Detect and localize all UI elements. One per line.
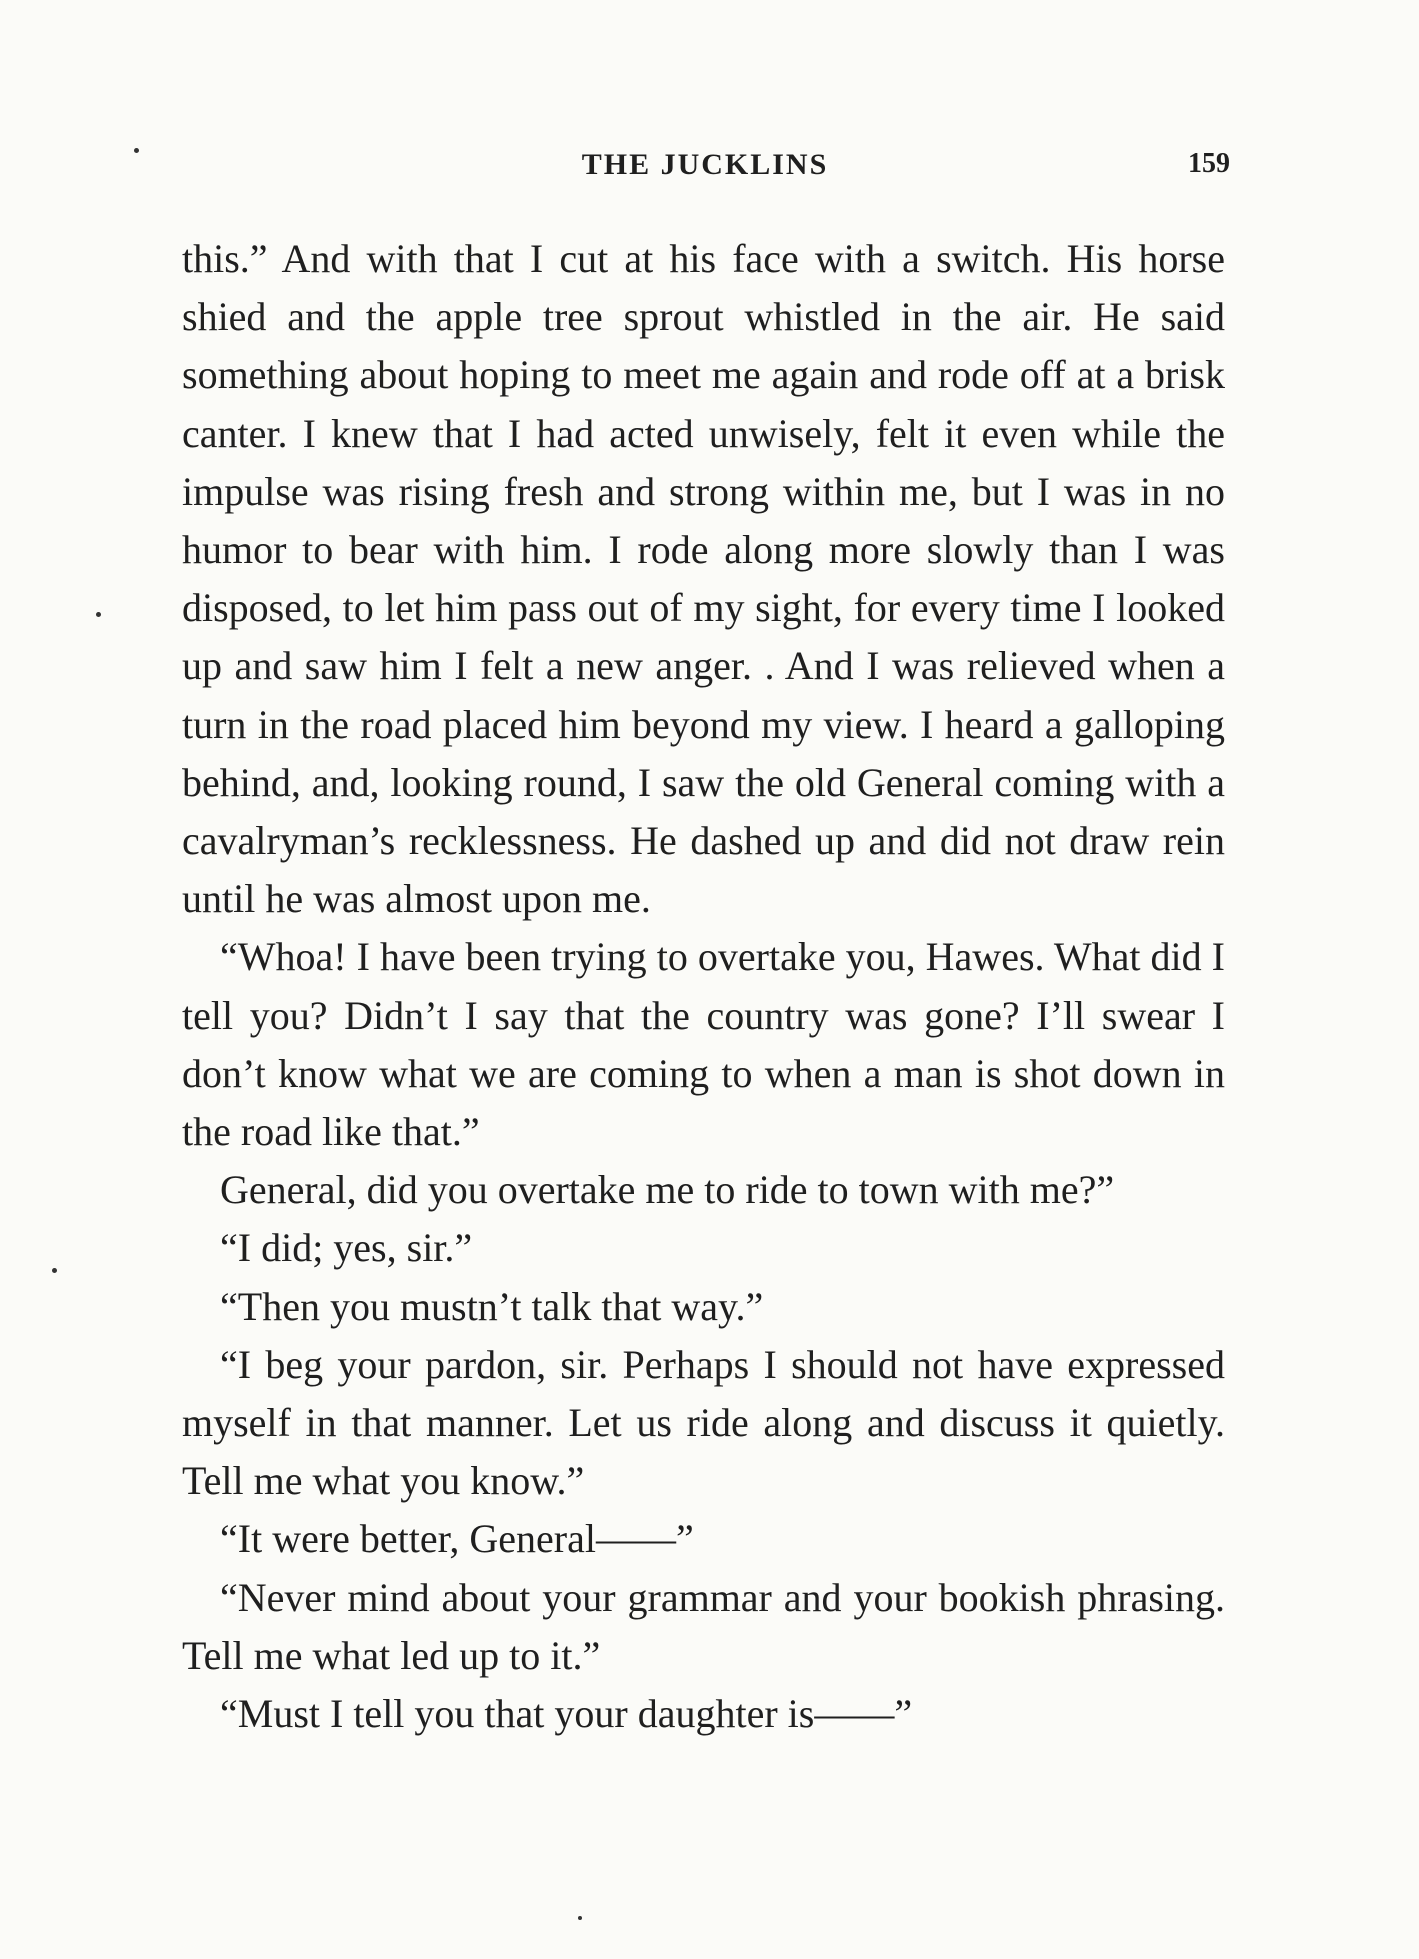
page-number: 159: [1188, 148, 1230, 179]
paragraph-3: General, did you overtake me to ride to town with me?”: [220, 1167, 1115, 1213]
book-title: THE JUCKLINS: [581, 148, 829, 181]
body-text: [182, 230, 1225, 1743]
paragraph-4: “I did; yes, sir.”: [220, 1225, 473, 1271]
paragraph-6: “I beg your pardon, sir. Perhaps I should not have expressed myself in that manner. Let us ride along and discuss it quietly. Tell me what you know.”: [182, 1341, 1225, 1504]
paragraph-9: “Must I tell you that your daughter is——”: [220, 1691, 913, 1737]
speck: [578, 1916, 582, 1920]
speck: [134, 148, 139, 153]
paragraph-7: “It were better, General——”: [220, 1516, 694, 1562]
speck: [96, 612, 101, 617]
paragraph-2: “Whoa! I have been trying to overtake you, Hawes. What did I tell you? Didn’t I say that the country was gone? I’ll swear I don’t know what we are coming to when a man is shot down in the road like that.”: [182, 934, 1225, 1155]
speck: [52, 1268, 57, 1273]
running-head: [180, 148, 1230, 198]
paragraph-8: “Never mind about your grammar and your bookish phrasing. Tell me what led up to it.”: [182, 1574, 1225, 1678]
paragraph-5: “Then you mustn’t talk that way.”: [220, 1283, 764, 1329]
paragraph-1: this.” And with that I cut at his face with a switch. His horse shied and the apple tree sprout whistled in the air. He said something about hoping to meet me again and rode off at a brisk canter. I knew that I had acted unwisely, felt it even while the impulse was rising fresh and strong within me, but I was in no humor to bear with him. I rode along more slowly than I was disposed, to let him pass out of my sight, for every time I looked up and saw him I felt a new anger. . And I was relieved when a turn in the road placed him beyond my view. I heard a galloping behind, and, looking round, I saw the old General coming with a cavalryman’s recklessness. He dashed up and did not draw rein until he was almost upon me.: [182, 236, 1225, 922]
